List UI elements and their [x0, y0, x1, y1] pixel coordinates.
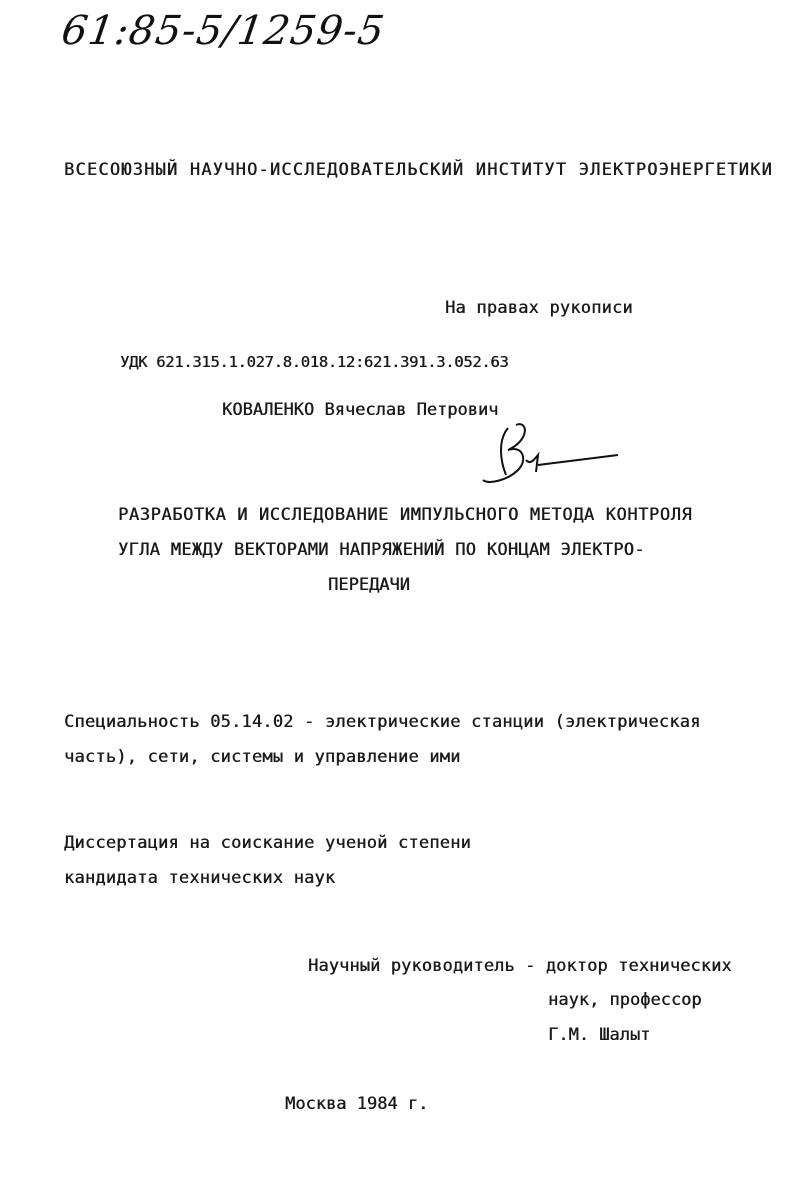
author-signature	[478, 420, 623, 490]
udk-code: УДК 621.315.1.027.8.018.12:621.391.3.052.63	[120, 353, 509, 371]
advisor-line-2: наук, профессор	[548, 990, 702, 1010]
institute-name: ВСЕСОЮЗНЫЙ НАУЧНО-ИССЛЕДОВАТЕЛЬСКИЙ ИНСТИТУТ ЭЛЕКТРОЭНЕРГЕТИКИ	[64, 160, 773, 180]
degree-line-2: кандидата технических наук	[64, 868, 336, 888]
advisor-name: Г.М. Шалыт	[548, 1025, 651, 1045]
advisor-line-1: Научный руководитель - доктор технических	[308, 956, 732, 976]
specialty-line-1: Специальность 05.14.02 - электрические станции (электрическая	[64, 712, 701, 732]
manuscript-note: На правах рукописи	[445, 298, 633, 318]
handwritten-archive-number: 61:85-5/1259-5	[58, 8, 388, 54]
thesis-title-line-3: ПЕРЕДАЧИ	[328, 575, 410, 595]
thesis-title-line-1: РАЗРАБОТКА И ИССЛЕДОВАНИЕ ИМПУЛЬСНОГО МЕТОДА КОНТРОЛЯ	[118, 505, 693, 525]
place-and-year: Москва 1984 г.	[285, 1094, 429, 1114]
degree-line-1: Диссертация на соискание ученой степени	[64, 833, 471, 853]
author-name: КОВАЛЕНКО Вячеслав Петрович	[222, 400, 499, 420]
thesis-title-line-2: УГЛА МЕЖДУ ВЕКТОРАМИ НАПРЯЖЕНИЙ ПО КОНЦАМ ЭЛЕКТРО-	[118, 540, 645, 560]
specialty-line-2: часть), сети, системы и управление ими	[64, 747, 461, 767]
